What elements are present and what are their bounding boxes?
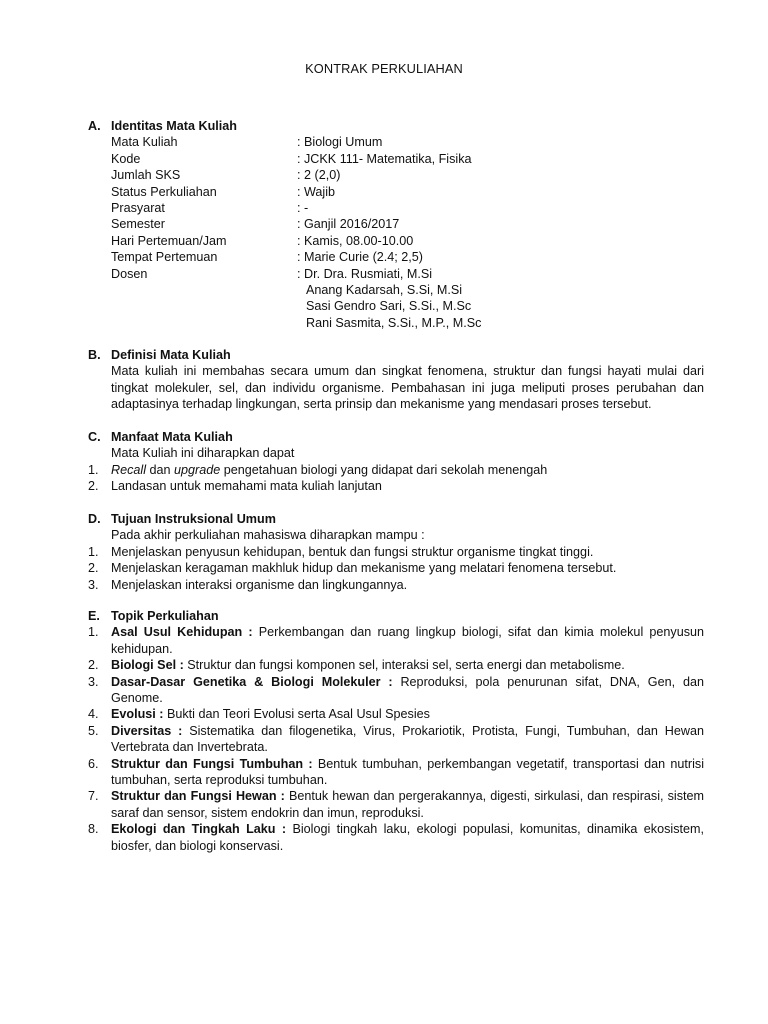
lecturer-name: Rani Sasmita, S.Si., M.P., M.Sc bbox=[306, 315, 482, 330]
list-item bbox=[88, 462, 704, 478]
section-letter: A. bbox=[88, 119, 101, 133]
list-number: 2. bbox=[88, 658, 99, 673]
identity-row bbox=[111, 151, 704, 167]
list-text bbox=[111, 788, 704, 821]
identity-key: Status Perkuliahan bbox=[111, 184, 217, 199]
topik-list bbox=[88, 624, 704, 854]
list-text-part: pengetahuan biologi yang didapat dari sekolah menengah bbox=[220, 462, 548, 477]
list-item bbox=[88, 577, 704, 593]
identity-row bbox=[111, 200, 704, 216]
manfaat-intro: Mata Kuliah ini diharapkan dapat bbox=[111, 446, 295, 461]
topic-desc: Reproduksi, pola penurunan sifat, DNA, Gen, dan Genome. bbox=[111, 674, 704, 706]
topic-title: Biologi Sel : bbox=[111, 658, 184, 673]
list-number: 8. bbox=[88, 822, 99, 837]
section-letter: E. bbox=[88, 609, 100, 623]
topic-title: Ekologi dan Tingkah Laku : bbox=[111, 822, 287, 837]
list-number: 2. bbox=[88, 479, 99, 494]
topic-desc: Bentuk hewan dan pergerakannya, digesti, sirkulasi, dan respirasi, sistem saraf dan sensor, sistem endokrin dan imun, reproduksi. bbox=[111, 789, 704, 820]
identity-value: : Dr. Dra. Rusmiati, M.Si bbox=[297, 266, 433, 281]
topic-desc: Sistematika dan filogenetika, Virus, Prokariotik, Protista, Fungi, Tumbuhan, dan Hewan Vertebrata dan Invertebrata. bbox=[111, 723, 704, 755]
list-item bbox=[88, 544, 704, 560]
list-text bbox=[111, 674, 704, 707]
list-number: 3. bbox=[88, 674, 99, 689]
topic-title: Struktur dan Fungsi Hewan : bbox=[111, 789, 285, 804]
list-item bbox=[88, 788, 704, 821]
list-text bbox=[111, 756, 704, 789]
list-number: 3. bbox=[88, 577, 99, 592]
identity-value: : 2 (2,0) bbox=[297, 168, 341, 183]
manfaat-list bbox=[88, 462, 704, 495]
list-number: 5. bbox=[88, 723, 99, 738]
topic-title: Evolusi : bbox=[111, 707, 164, 722]
topic-desc: Biologi tingkah laku, ekologi populasi, komunitas, dinamika ekosistem, biosfer, dan biologi konservasi. bbox=[111, 822, 704, 853]
identity-value: : Ganjil 2016/2017 bbox=[297, 217, 400, 232]
list-number: 6. bbox=[88, 756, 99, 771]
section-heading: Topik Perkuliahan bbox=[111, 609, 219, 623]
list-item bbox=[88, 706, 704, 722]
section-tujuan bbox=[88, 511, 704, 593]
identity-value: : - bbox=[297, 201, 309, 216]
list-item bbox=[88, 624, 704, 657]
list-number: 1. bbox=[88, 462, 99, 477]
identity-row bbox=[111, 167, 704, 183]
section-heading: Identitas Mata Kuliah bbox=[111, 119, 237, 133]
topic-desc: Perkembangan dan ruang lingkup biologi, sifat dan kimia molekul penyusun kehidupan. bbox=[111, 625, 705, 656]
identity-row bbox=[111, 216, 704, 232]
list-text-part: dan bbox=[146, 462, 175, 477]
section-heading: Manfaat Mata Kuliah bbox=[111, 430, 233, 444]
list-text bbox=[111, 462, 704, 478]
section-heading: Tujuan Instruksional Umum bbox=[111, 512, 276, 526]
topic-title: Dasar-Dasar Genetika & Biologi Molekuler : bbox=[111, 674, 393, 689]
list-item bbox=[88, 821, 704, 854]
section-topik bbox=[88, 608, 704, 854]
list-text bbox=[111, 706, 704, 722]
identity-value: : Wajib bbox=[297, 184, 336, 199]
identity-row bbox=[111, 266, 704, 282]
list-text bbox=[111, 624, 704, 657]
list-text: Menjelaskan penyusun kehidupan, bentuk dan fungsi struktur organisme tingkat tinggi. bbox=[111, 544, 594, 559]
list-number: 7. bbox=[88, 789, 99, 804]
section-manfaat bbox=[88, 429, 704, 495]
identity-value: : Kamis, 08.00-10.00 bbox=[297, 233, 414, 248]
identity-table bbox=[111, 134, 704, 331]
identity-value: : Marie Curie (2.4; 2,5) bbox=[297, 250, 423, 265]
topic-desc: Struktur dan fungsi komponen sel, interaksi sel, serta energi dan metabolisme. bbox=[183, 658, 625, 673]
identity-row bbox=[111, 134, 704, 150]
list-item bbox=[88, 756, 704, 789]
identity-row bbox=[111, 249, 704, 265]
topic-desc: Bukti dan Teori Evolusi serta Asal Usul Spesies bbox=[163, 707, 430, 722]
topic-title: Struktur dan Fungsi Tumbuhan : bbox=[111, 756, 313, 771]
topic-title: Diversitas : bbox=[111, 723, 183, 738]
section-letter: C. bbox=[88, 430, 101, 444]
identity-row bbox=[111, 184, 704, 200]
identity-key: Semester bbox=[111, 217, 165, 232]
section-letter: B. bbox=[88, 348, 101, 362]
topic-desc: Bentuk tumbuhan, perkembangan vegetatif, transportasi dan nutrisi tumbuhan, serta reproduksi tumbuhan. bbox=[111, 756, 704, 788]
list-item bbox=[88, 478, 704, 494]
document-title: KONTRAK PERKULIAHAN bbox=[305, 61, 463, 76]
list-text bbox=[111, 657, 704, 673]
identity-key: Jumlah SKS bbox=[111, 168, 181, 183]
italic-term: Recall bbox=[111, 462, 146, 477]
identity-row bbox=[111, 233, 704, 249]
list-number: 1. bbox=[88, 625, 99, 640]
identity-value: : Biologi Umum bbox=[297, 135, 383, 150]
section-heading: Definisi Mata Kuliah bbox=[111, 348, 231, 362]
section-letter: D. bbox=[88, 512, 101, 526]
list-number: 1. bbox=[88, 544, 99, 559]
identity-value: : JCKK 111- Matematika, Fisika bbox=[297, 151, 472, 166]
list-item bbox=[88, 674, 704, 707]
section-identitas bbox=[88, 118, 704, 331]
identity-key: Tempat Pertemuan bbox=[111, 250, 218, 265]
identity-key: Kode bbox=[111, 151, 141, 166]
list-text: Menjelaskan keragaman makhluk hidup dan mekanisme yang melatari fenomena tersebut. bbox=[111, 561, 617, 576]
list-text: Landasan untuk memahami mata kuliah lanjutan bbox=[111, 479, 382, 494]
list-text bbox=[111, 723, 704, 756]
list-text: Menjelaskan interaksi organisme dan lingkungannya. bbox=[111, 577, 408, 592]
lecturer-name: Sasi Gendro Sari, S.Si., M.Sc bbox=[306, 299, 472, 314]
tujuan-intro: Pada akhir perkuliahan mahasiswa diharapkan mampu : bbox=[111, 528, 425, 543]
identity-key: Dosen bbox=[111, 266, 148, 281]
list-item bbox=[88, 560, 704, 576]
lecturer-name: Anang Kadarsah, S.Si, M.Si bbox=[306, 283, 463, 298]
definition-paragraph: Mata kuliah ini membahas secara umum dan singkat fenomena, struktur dan fungsi hayati mulai dari tingkat molekuler, sel, dan individu organisme. Pembahasan ini juga meliputi proses perubahan dan adaptasinya terhadap lingkungan, serta prinsip dan mekanisme yang mendasari proses tersebut. bbox=[111, 364, 704, 412]
topic-title: Asal Usul Kehidupan : bbox=[111, 625, 253, 640]
list-item bbox=[88, 657, 704, 673]
identity-key: Hari Pertemuan/Jam bbox=[111, 233, 227, 248]
list-item bbox=[88, 723, 704, 756]
italic-term: upgrade bbox=[174, 462, 221, 477]
identity-key: Prasyarat bbox=[111, 201, 165, 216]
list-number: 4. bbox=[88, 707, 99, 722]
list-number: 2. bbox=[88, 561, 99, 576]
tujuan-list bbox=[88, 544, 704, 593]
identity-key: Mata Kuliah bbox=[111, 135, 178, 150]
section-definisi bbox=[88, 347, 704, 413]
list-text bbox=[111, 821, 704, 854]
